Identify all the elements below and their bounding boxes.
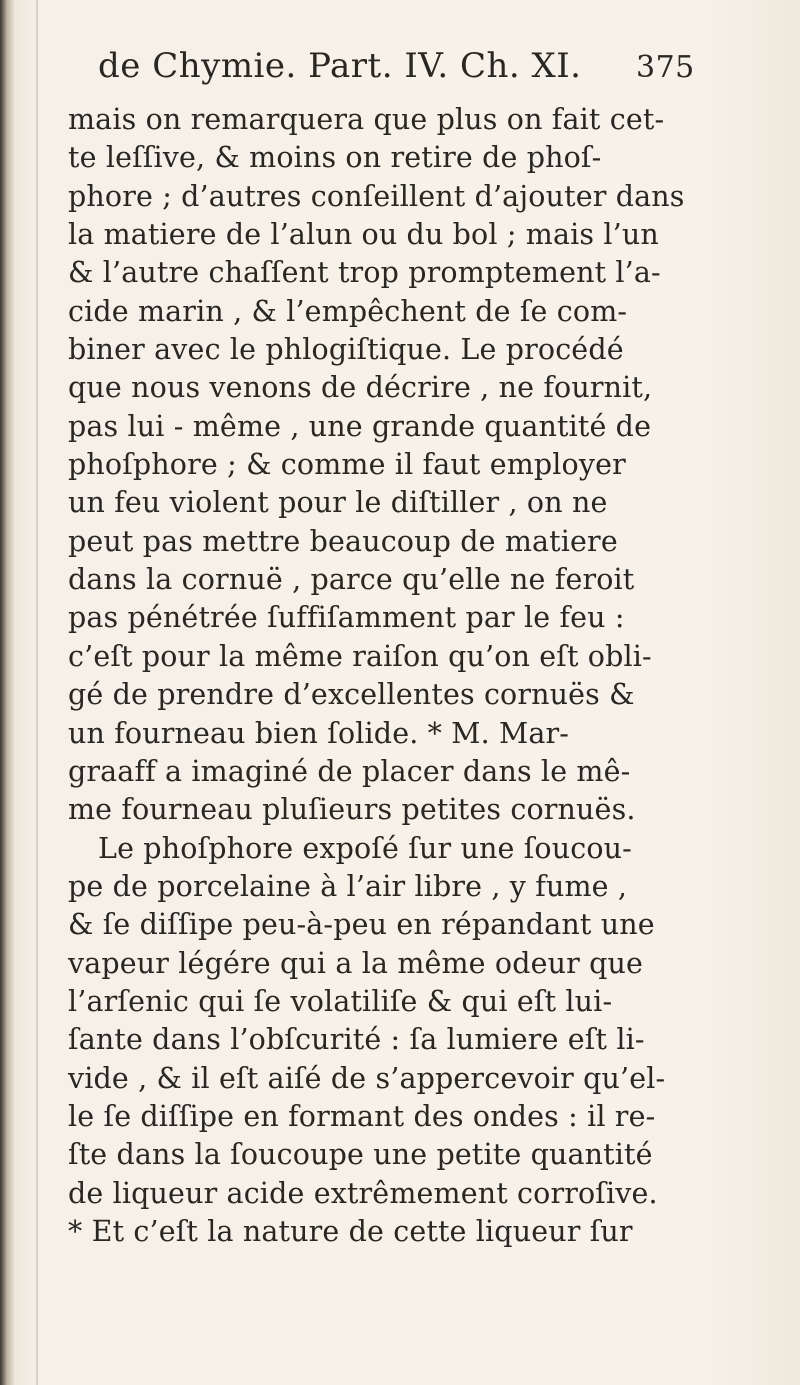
text-line: l’arſenic qui ſe volatiliſe & qui eſt lui- <box>68 984 613 1018</box>
text-line: pas pénétrée ſuffiſamment par le feu : <box>68 601 625 635</box>
text-line: que nous venons de décrire , ne fournit, <box>68 371 653 405</box>
page-header <box>98 46 698 96</box>
text-line: un feu violent pour le diſtiller , on ne <box>68 486 608 520</box>
text-line: te leſſive, & moins on retire de phoſ- <box>68 141 602 175</box>
text-line: ſte dans la ſoucoupe une petite quantité <box>68 1138 653 1172</box>
running-title: de Chymie. Part. IV. Ch. XI. <box>98 46 582 86</box>
text-line: un fourneau bien ſolide. * M. Mar- <box>68 716 570 750</box>
book-binding-edge <box>0 0 14 1385</box>
text-line: me fourneau pluſieurs petites cornuës. <box>68 793 636 827</box>
text-line: pe de porcelaine à l’air libre , y fume , <box>68 869 628 903</box>
page-number: 375 <box>636 50 695 85</box>
text-line: dans la cornuë , parce qu’elle ne feroit <box>68 563 635 597</box>
text-line: pas lui - même , une grande quantité de <box>68 409 652 443</box>
text-line: graaff a imaginé de placer dans le mê- <box>68 754 631 788</box>
text-line: biner avec le phlogiſtique. Le procédé <box>68 333 624 367</box>
body-text <box>68 101 768 1251</box>
text-line: phoſphore ; & comme il faut employer <box>68 448 626 482</box>
text-line: peut pas mettre beaucoup de matiere <box>68 524 618 558</box>
text-line: ſante dans l’obſcurité : ſa lumiere eſt li- <box>68 1023 645 1057</box>
text-line: c’eſt pour la même raiſon qu’on eſt obli- <box>68 639 652 673</box>
text-line: & l’autre chaſſent trop promptement l’a- <box>68 256 661 290</box>
text-line: vapeur légére qui a la même odeur que <box>68 946 644 980</box>
text-line: le ſe diſſipe en formant des ondes : il re- <box>68 1099 656 1133</box>
footnote-line: * Et c’eſt la nature de cette liqueur ſur <box>68 1214 633 1248</box>
text-line: de liqueur acide extrêmement corroſive. <box>68 1176 658 1210</box>
text-line: gé de prendre d’excellentes cornuës & <box>68 678 635 712</box>
page-fold-shadow <box>36 0 38 1385</box>
text-line: & ſe diſſipe peu-à-peu en répandant une <box>68 908 655 942</box>
text-line: cide marin , & l’empêchent de ſe com- <box>68 294 628 328</box>
text-line: vide , & il eſt aiſé de s’appercevoir qu’el- <box>68 1061 666 1095</box>
text-line: la matiere de l’alun ou du bol ; mais l’un <box>68 218 659 252</box>
paragraph-start-line: Le phoſphore expoſé ſur une ſoucou- <box>98 831 632 865</box>
text-line: phore ; d’autres conſeillent d’ajouter dans <box>68 179 685 213</box>
text-line: mais on remarquera que plus on fait cet- <box>68 103 665 136</box>
